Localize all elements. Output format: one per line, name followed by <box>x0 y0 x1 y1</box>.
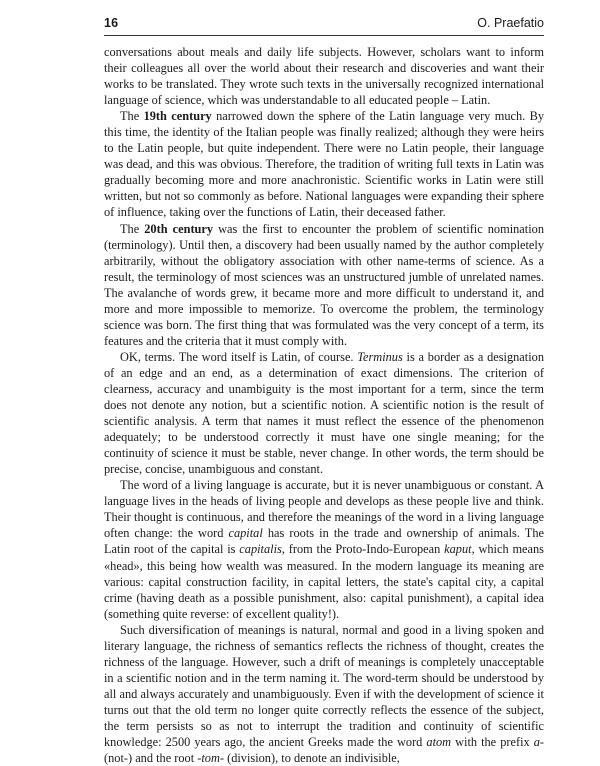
running-header <box>104 11 544 36</box>
paragraph-1 <box>104 44 544 108</box>
text-run: (division), to denote an indivisible, <box>224 751 400 766</box>
paragraph-6 <box>104 622 544 766</box>
bold-text: 19th century <box>143 109 212 124</box>
paragraph-3 <box>104 221 544 349</box>
text-run: The word of a living language is accurate, but it is never unambiguous or constant. A language lives in the heads of living people and develops as these people live and think. Their thought is continuous, and therefore the meanings of the word in a living language often change: the word <box>104 478 544 541</box>
text-run: has roots in the trade and ownership of animals. The Latin root of the capital is <box>104 526 544 557</box>
text-run: Such diversification of meanings is natural, normal and good in a living spoken and literary language, the richness of semantics reflects the richness of thought, creates the richness of the language. However, such a drift of meanings is completely unacceptable in a scientific notion and in the term naming it. The word-term should be understood by all and always accurately and unambiguously. Even if with the development of science it turns out that the old term no longer quite correctly reflects the essence of the subject, the term persists so as not to interrupt the tradition and continuity of scientific knowledge: 2500 years ago, the ancient Greeks made the word <box>104 622 544 750</box>
italic-text: capitalis <box>239 542 282 557</box>
text-run: OK, terms. The word itself is Latin, of course. <box>120 349 358 364</box>
text-run: The <box>120 221 145 236</box>
italic-text: a- <box>533 735 544 750</box>
text-run: narrowed down the sphere of the Latin language very much. By this time, the identity of the Italian people was finally realized; although they were heirs to the Latin people, but quite independent. There were no Latin people, their language was dead, and this was obvious. Therefore, the tradition of writing full texts in Latin was gradually becoming more and more anachronistic. Scientific works in Latin were still written, but not so commonly as before. National languages were expanding their sphere of influence, taking over the functions of Latin, their deceased father. <box>104 109 545 220</box>
paragraph-2 <box>104 108 544 220</box>
body-text <box>104 44 544 766</box>
text-run: conversations about meals and daily life subjects. However, scholars want to inform their colleagues all over the world about their research and discoveries and want their works to be translated. They wrote such texts in the universally recognized international language of science, which was understandable to all educated people – Latin. <box>104 45 544 108</box>
text-run: with the prefix <box>451 735 534 750</box>
text-run: The <box>120 109 144 124</box>
italic-text: capital <box>228 526 263 541</box>
italic-text: atom <box>426 735 452 750</box>
text-run: , from the Proto-Indo-European <box>281 542 445 557</box>
italic-text: Terminus <box>357 349 403 364</box>
paragraph-5 <box>104 477 544 621</box>
text-run: , which means «head», this being how wealth was measured. In the modern language its meaning are various: capital construction facility, in capital letters, the state's capital city, a capital crime (having death as a possible punishment, also: capital punishment), a capital idea (something quite reverse: of excellent quality!). <box>104 542 544 621</box>
page-number: 16 <box>104 16 119 30</box>
paragraph-4 <box>104 349 544 477</box>
bold-text: 20th century <box>144 221 214 236</box>
section-title: O. Praefatio <box>477 16 544 30</box>
italic-text: kaput <box>444 542 472 557</box>
text-run: (not-) and the root <box>104 751 198 766</box>
text-run: is a border as a designation of an edge and an end, as a determination of exact dimensions. The criterion of clearness, accuracy and unambiguity is the most important for a term, since the term does not denote any notion, but a scientific notion. A scientific notion is the result of scientific analysis. A term that names it must reflect the essence of the phenomenon adequately; to be understood correctly it must have one single meaning; for the continuity of science it must be stable, never change. In other words, the term should be precise, concise, unambiguous and constant. <box>104 349 544 477</box>
text-run: was the first to encounter the problem of scientific nomination (terminology). Until then, a discovery had been usually named by the author completely arbitrarily, without the obligatory association with other name-terms of science. As a result, the terminology of most sciences was an unstructured jumble of unrelated names. The avalanche of words grew, it became more and more difficult to understand it, and more and more impossible to memorize. To overcome the problem, the terminology science was born. The first thing that was formulated was the very concept of a term, its features and the criteria that it must comply with. <box>104 221 544 348</box>
italic-text: -tom- <box>197 751 224 766</box>
